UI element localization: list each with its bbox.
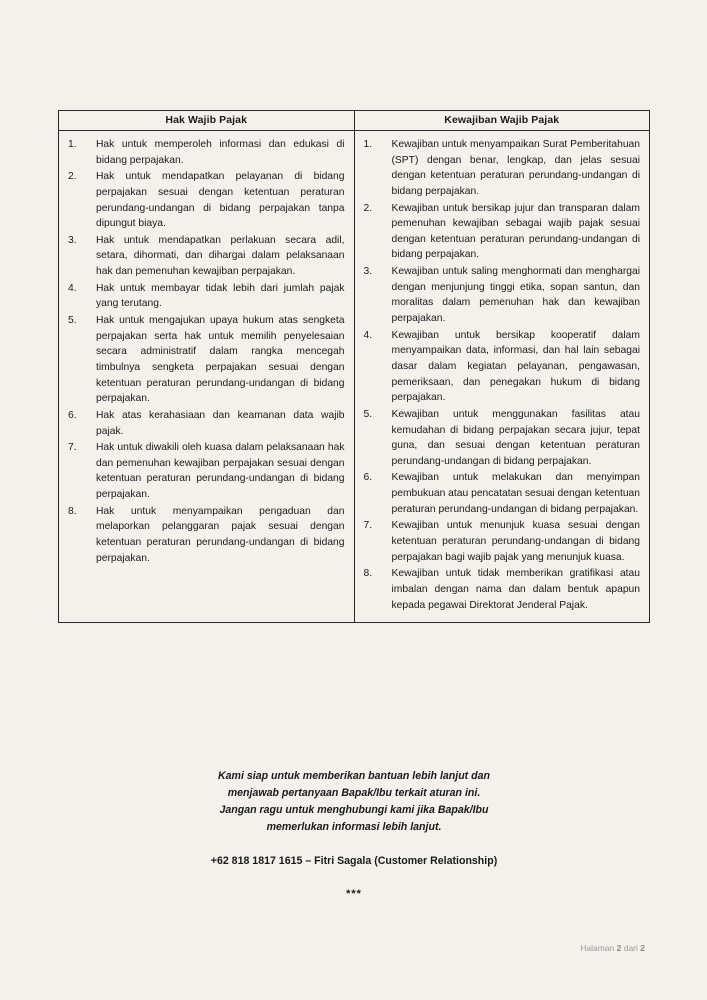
page-number-middle: dari (621, 943, 641, 953)
hak-list (66, 137, 345, 566)
page-number (580, 943, 645, 953)
list-item: Hak atas kerahasiaan dan keamanan data wajib pajak. (96, 409, 345, 437)
list-item: Kewajiban untuk menggunakan fasilitas atau kemudahan di bidang perpajakan secara jujur, tepat guna, dan sesuai dengan ketentuan peraturan perundang-undangan di bidang perpajakan. (391, 408, 640, 467)
list-item: Hak untuk diwakili oleh kuasa dalam pelaksanaan hak dan pemenuhan kewajiban perpajakan sesuai dengan ketentuan peraturan perundang-undangan di bidang perpajakan. (96, 442, 345, 501)
list-item: Kewajiban untuk saling menghormati dan menghargai dengan menjunjung tinggi etika, sopan santun, dan moralitas dalam pemenuhan hak dan kewajiban perpajakan. (391, 266, 640, 325)
header-kewajiban-wajib-pajak: Kewajiban Wajib Pajak (354, 111, 650, 131)
list-item: Kewajiban untuk menunjuk kuasa sesuai dengan ketentuan peraturan perundang-undangan di bidang perpajakan bagi wajib pajak yang menunjuk kuasa. (391, 520, 640, 563)
list-item: Kewajiban untuk menyampaikan Surat Pemberitahuan (SPT) dengan benar, lengkap, dan jelas sesuai dengan ketentuan peraturan perundang-undangan di bidang perpajakan. (391, 139, 640, 197)
list-item: Hak untuk mendapatkan pelayanan di bidang perpajakan sesuai dengan ketentuan peraturan perundang-undangan di bidang perpajakan tanpa dipungut biaya. (96, 171, 345, 230)
page-number-total: 2 (640, 943, 645, 953)
asterisk-separator: *** (346, 888, 362, 900)
list-item: Hak untuk menyampaikan pengaduan dan melaporkan pelanggaran pajak sesuai dengan ketentuan peraturan perundang-undangan di bidang perpajakan. (96, 505, 345, 564)
closing-note-line-4: memerlukan informasi lebih lanjut. (266, 821, 442, 834)
cell-hak-list (59, 131, 355, 623)
closing-note (58, 768, 650, 837)
list-item: Hak untuk membayar tidak lebih dari jumlah pajak yang terutang. (96, 282, 345, 310)
kewajiban-list (362, 137, 641, 613)
list-item: Kewajiban untuk melakukan dan menyimpan pembukuan atau pencatatan sesuai dengan ketentuan peraturan perundang-undangan di bidang perpajakan. (391, 472, 640, 515)
page-number-current: 2 (616, 943, 622, 953)
cell-kewajiban-list (354, 131, 650, 623)
table (58, 110, 650, 623)
contact-line: +62 818 1817 1615 – Fitri Sagala (Customer Relationship) (210, 855, 498, 867)
list-item: Kewajiban untuk bersikap jujur dan transparan dalam pemenuhan kewajiban sebagai wajib pajak sesuai dengan ketentuan peraturan perundang-undangan di bidang perpajakan. (391, 202, 640, 261)
list-item: Kewajiban untuk tidak memberikan gratifikasi atau imbalan dengan nama dan dalam bentuk apapun kepada pegawai Direktorat Jenderal Pajak. (391, 568, 640, 611)
list-item: Kewajiban untuk bersikap kooperatif dalam menyampaikan data, informasi, dan hal lain sebagai dasar dalam kegiatan pelayanan, pengawasan, pemeriksaan, dan penegakan hukum di bidang perpajakan. (391, 329, 640, 404)
rights-obligations-table (58, 110, 650, 623)
closing-note-line-3: Jangan ragu untuk menghubungi kami jika Bapak/Ibu (219, 804, 489, 817)
page-number-prefix: Halaman (580, 943, 617, 953)
table-header-row (59, 111, 650, 131)
table-body-row (59, 131, 650, 623)
list-item: Hak untuk memperoleh informasi dan edukasi di bidang perpajakan. (96, 139, 345, 166)
closing-note-line-1: Kami siap untuk memberikan bantuan lebih lanjut dan (218, 770, 490, 782)
list-item: Hak untuk mengajukan upaya hukum atas sengketa perpajakan serta hak untuk memilih penyelesaian secara administratif dalam rangka mencegah timbulnya sengketa perpajakan sesuai dengan ketentuan peraturan perundang-undangan di bidang perpajakan. (96, 315, 345, 405)
closing-note-line-2: menjawab pertanyaan Bapak/Ibu terkait aturan ini. (227, 787, 481, 800)
header-hak-wajib-pajak: Hak Wajib Pajak (59, 111, 355, 131)
list-item: Hak untuk mendapatkan perlakuan secara adil, setara, dihormati, dan dihargai dalam pelaksanaan hak dan pemenuhan kewajiban perpajakan. (96, 234, 345, 278)
